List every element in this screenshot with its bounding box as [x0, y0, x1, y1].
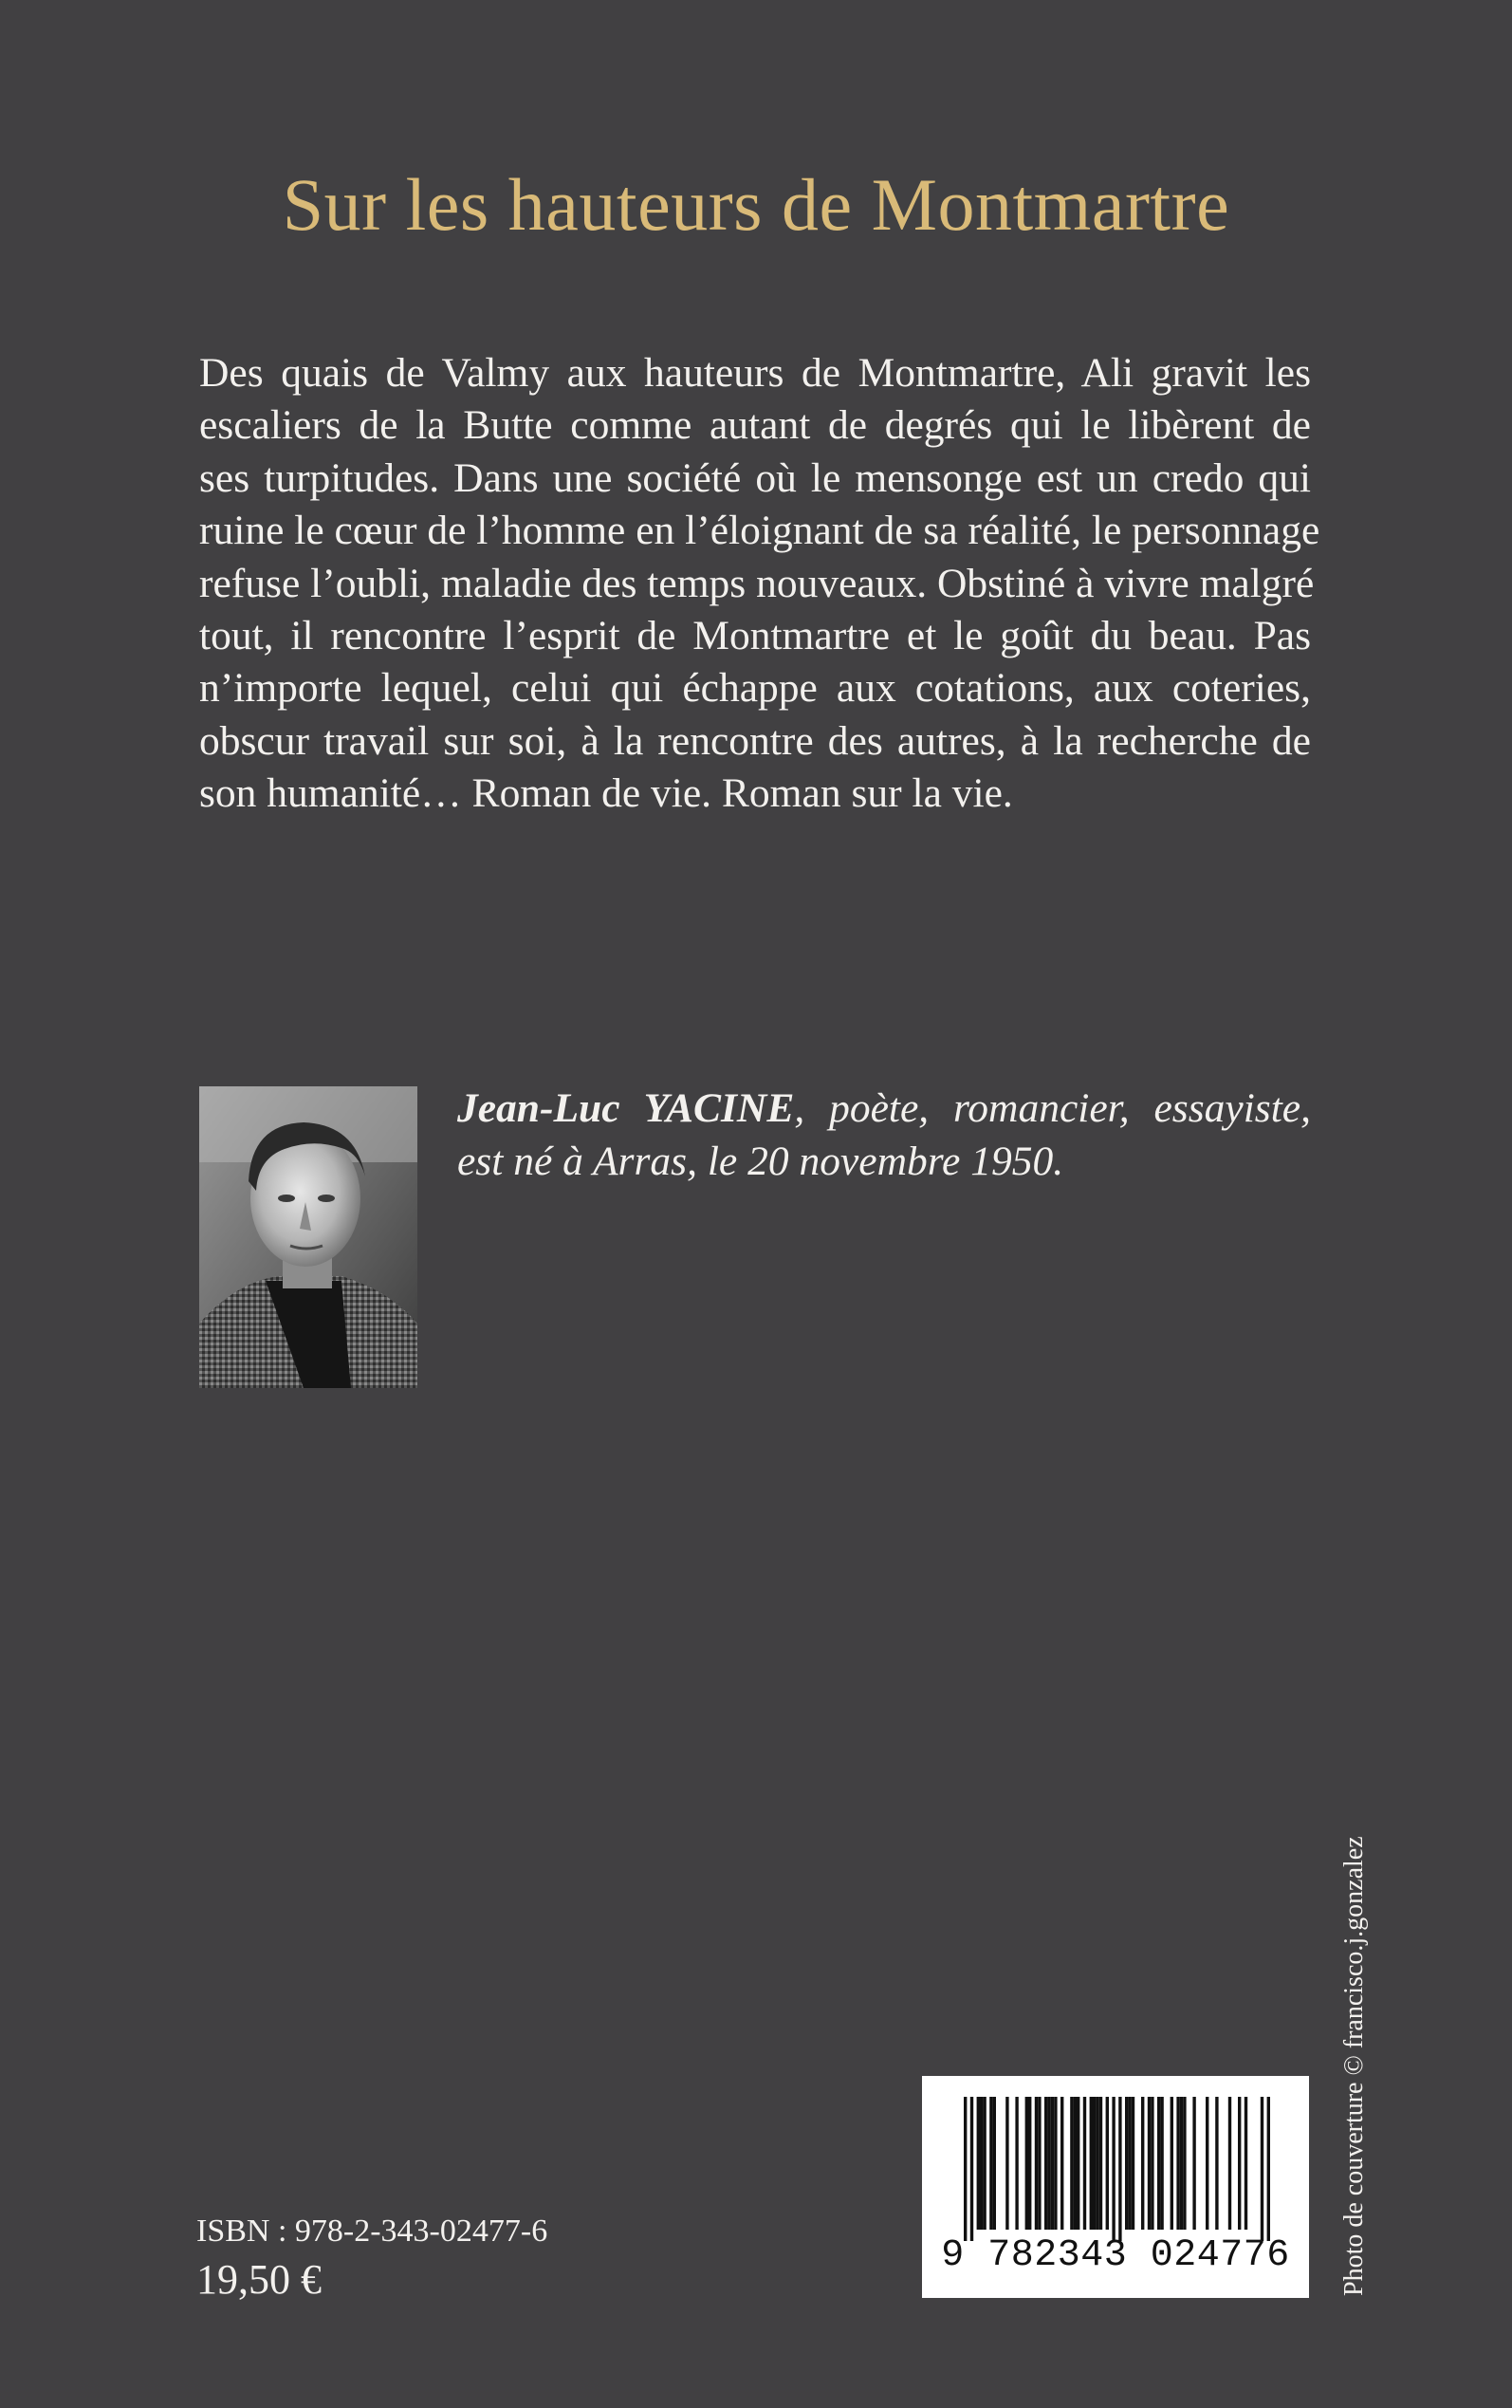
- barcode-bar: [1096, 2097, 1098, 2230]
- barcode-bar: [1192, 2097, 1195, 2230]
- barcode-bar: [1038, 2097, 1041, 2230]
- blurb-line: son humanité… Roman de vie. Roman sur la vie.: [199, 770, 1013, 817]
- barcode-bar: [1060, 2097, 1063, 2230]
- barcode-bar: [1176, 2097, 1179, 2230]
- barcode-bar: [1141, 2097, 1144, 2230]
- barcode-bar: [1077, 2097, 1079, 2230]
- isbn: ISBN : 978-2-343-02477-6: [196, 2214, 548, 2249]
- photo-credit: Photo de couverture © francisco.j.gonzalez: [1339, 1836, 1369, 2296]
- barcode-bar: [1005, 2097, 1008, 2230]
- barcode-bar: [1070, 2097, 1073, 2230]
- barcode-bar: [1228, 2097, 1231, 2230]
- barcode-bar: [1171, 2097, 1173, 2230]
- barcode-bar: [1125, 2097, 1128, 2230]
- author-birth: est né à Arras, le 20 novembre 1950.: [457, 1139, 1064, 1184]
- blurb-line: escaliers de la Butte comme autant de degrés qui le libèrent de: [199, 402, 1311, 449]
- blurb-line: n’importe lequel, celui qui échappe aux cotations, aux coteries,: [199, 665, 1311, 712]
- barcode-bar: [1261, 2097, 1263, 2241]
- author-bio-line: [457, 1082, 1311, 1135]
- barcode-bar: [1015, 2097, 1018, 2230]
- barcode-bar: [1044, 2097, 1047, 2230]
- isbn-barcode: [922, 2076, 1309, 2298]
- barcode-bar: [1083, 2097, 1086, 2230]
- blurb-line: Des quais de Valmy aux hauteurs de Montmartre, Ali gravit les: [199, 350, 1311, 396]
- price: 19,50 €: [196, 2256, 322, 2303]
- barcode-bar: [1099, 2097, 1102, 2230]
- barcode-bar: [1118, 2097, 1121, 2241]
- barcode-bar: [1238, 2097, 1241, 2230]
- barcode-bar: [1074, 2097, 1077, 2230]
- barcode-bar: [1183, 2097, 1186, 2230]
- barcode-bar: [1106, 2097, 1109, 2230]
- author-roles: , poète, romancier, essayiste,: [794, 1085, 1311, 1131]
- barcode-bar: [970, 2097, 973, 2241]
- barcode-bar: [1090, 2097, 1093, 2230]
- blurb-line: obscur travail sur soi, à la rencontre des autres, à la recherche de: [199, 717, 1311, 764]
- barcode-bar: [1160, 2097, 1163, 2230]
- barcode-bar: [977, 2097, 980, 2230]
- barcode-bar: [1132, 2097, 1134, 2230]
- blurb-line: ruine le cœur de l’homme en l’éloignant de sa réalité, le personnage: [199, 508, 1320, 554]
- blurb-line: ses turpitudes. Dans une société où le mensonge est un credo qui: [199, 454, 1311, 501]
- barcode-bar: [980, 2097, 983, 2230]
- barcode-bar: [1054, 2097, 1057, 2230]
- author-name: Jean-Luc YACINE: [457, 1085, 795, 1131]
- barcode-bar: [1047, 2097, 1050, 2230]
- barcode-bar: [1151, 2097, 1153, 2230]
- barcode-bar: [1035, 2097, 1038, 2230]
- barcode-digits: 9 782343 024776: [941, 2234, 1290, 2277]
- barcode-bar: [983, 2097, 986, 2230]
- blurb-line: tout, il rencontre l’esprit de Montmartre et le goût du beau. Pas: [199, 613, 1311, 659]
- barcode-bar: [1128, 2097, 1131, 2230]
- barcode-bar: [1157, 2097, 1160, 2230]
- barcode-bar: [993, 2097, 996, 2230]
- barcode-bar: [1112, 2097, 1115, 2241]
- barcode-bar: [1180, 2097, 1183, 2230]
- barcode-bar: [1148, 2097, 1151, 2230]
- blurb-line: refuse l’oubli, maladie des temps nouveaux. Obstiné à vivre malgré: [199, 560, 1315, 606]
- barcode-bar: [1245, 2097, 1247, 2230]
- barcode-bar: [1206, 2097, 1208, 2230]
- barcode-bar: [1025, 2097, 1028, 2230]
- barcode-bar: [1051, 2097, 1054, 2230]
- barcode-bar: [964, 2097, 967, 2241]
- book-title: Sur les hauteurs de Montmartre: [282, 163, 1230, 246]
- barcode-bar: [1093, 2097, 1096, 2230]
- barcode-bar: [1028, 2097, 1031, 2230]
- back-cover-blurb: [199, 347, 1320, 821]
- barcode-bar: [989, 2097, 992, 2230]
- author-photo: [199, 1086, 417, 1388]
- author-bio: [457, 1082, 1311, 1188]
- barcode-bar: [1215, 2097, 1218, 2230]
- barcode-bar: [1267, 2097, 1270, 2241]
